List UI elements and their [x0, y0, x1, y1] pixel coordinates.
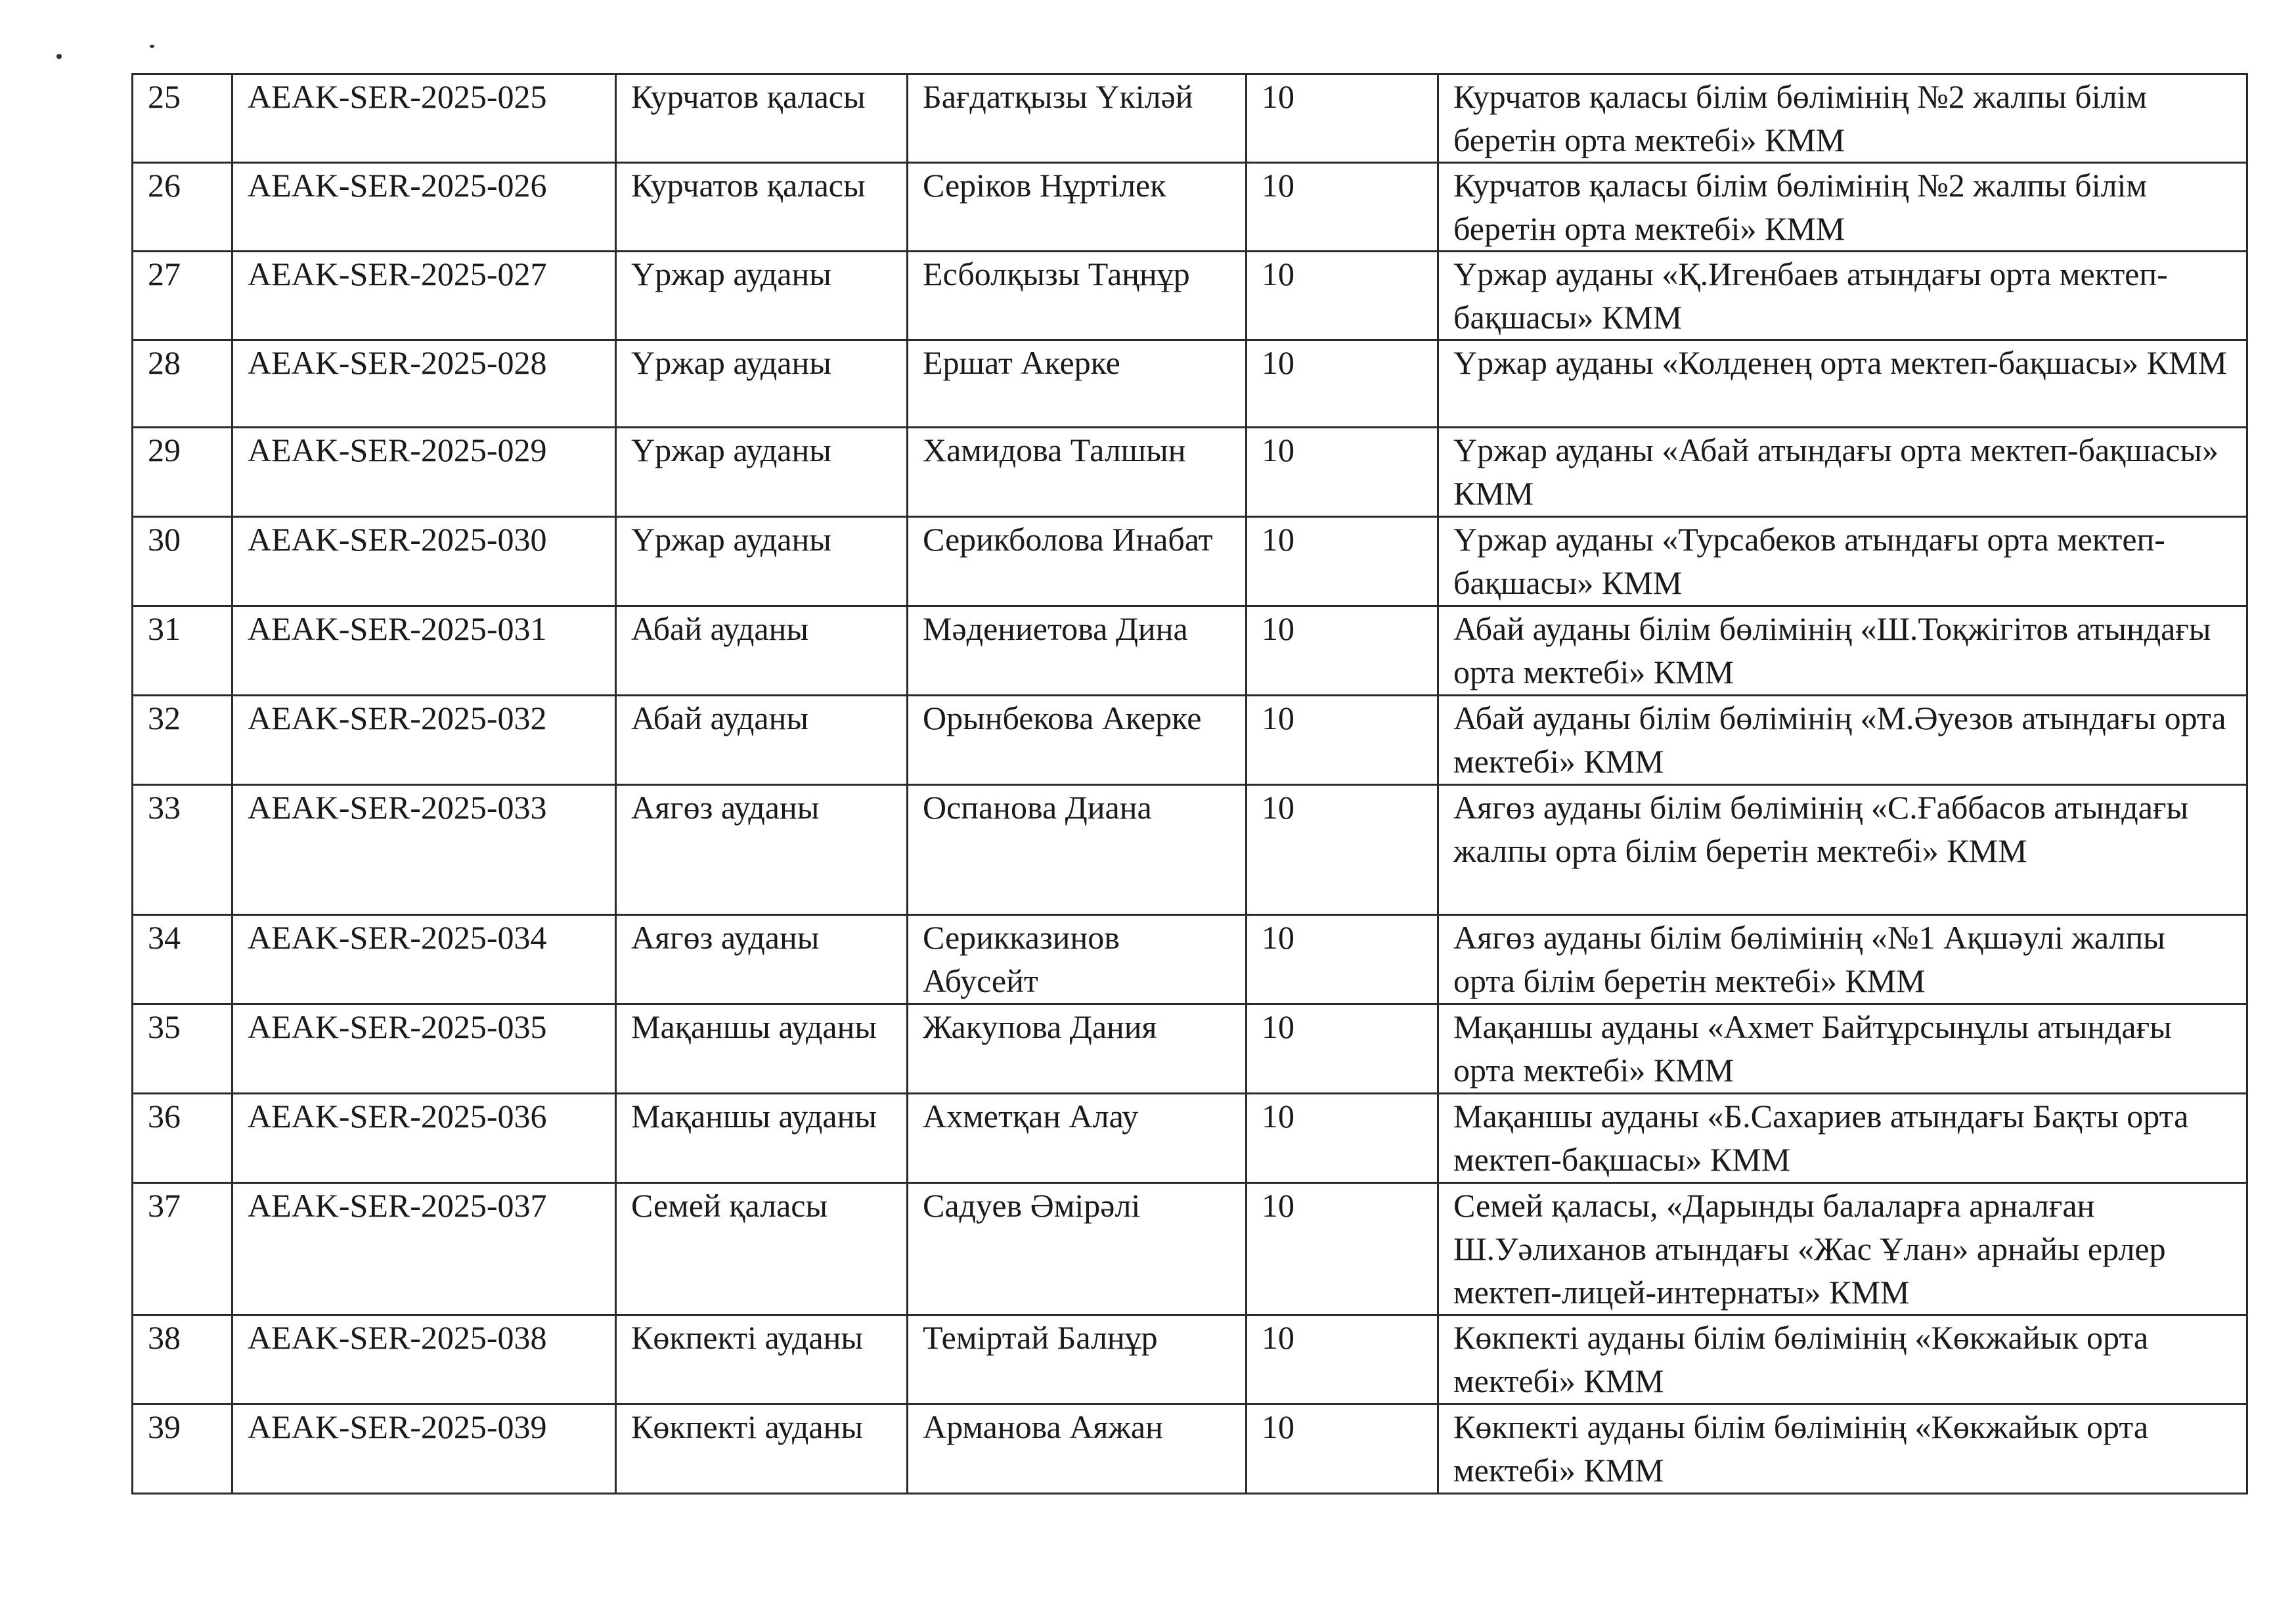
grade-value: 10 [1247, 74, 1438, 163]
participant-name: Мəдениетова Дина [908, 606, 1247, 696]
school-name: Үржар ауданы «Колденең орта мектеп-бақшасы» КММ [1438, 340, 2247, 428]
school-name: Үржар ауданы «Абай атындағы орта мектеп-бақшасы» КММ [1438, 428, 2247, 517]
table-row [133, 163, 2247, 252]
participant-name: Хамидова Талшын [908, 428, 1247, 517]
grade-value: 10 [1247, 428, 1438, 517]
school-name: Абай ауданы бiлiм бөлiмiнiң «Ш.Тоқжiгiтов атындағы орта мектебi» КММ [1438, 606, 2247, 696]
participant-name: Серикказинов Абусейт [908, 915, 1247, 1004]
participant-name: Оспанова Диана [908, 785, 1247, 915]
table-row [133, 1004, 2247, 1094]
school-name: Аягөз ауданы бiлiм бөлiмiнiң «С.Ғаббасов атындағы жалпы орта бiлiм беретiн мектебi» КММ [1438, 785, 2247, 915]
school-name: Абай ауданы бiлiм бөлiмiнiң «М.Əуезов атындағы орта мектебi» КММ [1438, 696, 2247, 785]
table-row [133, 340, 2247, 428]
table-row [133, 517, 2247, 606]
grade-value: 10 [1247, 163, 1438, 252]
participant-code: AEAK-SER-2025-034 [232, 915, 616, 1004]
participant-code: AEAK-SER-2025-032 [232, 696, 616, 785]
participants-table-body [133, 74, 2247, 1494]
district-name: Абай ауданы [616, 606, 908, 696]
grade-value: 10 [1247, 517, 1438, 606]
school-name: Аягөз ауданы бiлiм бөлiмiнiң «№1 Ақшəулi жалпы орта бiлiм беретiн мектебi» КММ [1438, 915, 2247, 1004]
school-name: Мақаншы ауданы «Ахмет Байтұрсынұлы атындағы орта мектебi» КММ [1438, 1004, 2247, 1094]
grade-value: 10 [1247, 1315, 1438, 1405]
participant-code: AEAK-SER-2025-037 [232, 1183, 616, 1315]
row-number: 38 [133, 1315, 232, 1405]
participant-name: Садуев Əмiрəлi [908, 1183, 1247, 1315]
table-row [133, 252, 2247, 340]
participant-code: AEAK-SER-2025-035 [232, 1004, 616, 1094]
district-name: Семей қаласы [616, 1183, 908, 1315]
district-name: Үржар ауданы [616, 517, 908, 606]
school-name: Үржар ауданы «Турсабеков атындағы орта мектеп-бақшасы» КММ [1438, 517, 2247, 606]
participant-name: Бағдатқызы Үкiлəй [908, 74, 1247, 163]
participant-code: AEAK-SER-2025-027 [232, 252, 616, 340]
row-number: 34 [133, 915, 232, 1004]
grade-value: 10 [1247, 785, 1438, 915]
district-name: Көкпектi ауданы [616, 1315, 908, 1405]
row-number: 31 [133, 606, 232, 696]
school-name: Көкпектi ауданы бiлiм бөлiмiнiң «Көкжайык орта мектебi» КММ [1438, 1315, 2247, 1405]
row-number: 33 [133, 785, 232, 915]
table-row [133, 785, 2247, 915]
participant-name: Ахметқан Алау [908, 1094, 1247, 1183]
row-number: 25 [133, 74, 232, 163]
grade-value: 10 [1247, 696, 1438, 785]
district-name: Курчатов қаласы [616, 74, 908, 163]
participant-name: Темiртай Балнұр [908, 1315, 1247, 1405]
row-number: 36 [133, 1094, 232, 1183]
table-row [133, 1183, 2247, 1315]
district-name: Үржар ауданы [616, 252, 908, 340]
participant-code: AEAK-SER-2025-030 [232, 517, 616, 606]
participant-code: AEAK-SER-2025-025 [232, 74, 616, 163]
row-number: 29 [133, 428, 232, 517]
participant-code: AEAK-SER-2025-033 [232, 785, 616, 915]
district-name: Мақаншы ауданы [616, 1094, 908, 1183]
row-number: 27 [133, 252, 232, 340]
district-name: Аягөз ауданы [616, 785, 908, 915]
participant-name: Жакупова Дания [908, 1004, 1247, 1094]
participant-name: Орынбекова Акерке [908, 696, 1247, 785]
table-row [133, 696, 2247, 785]
school-name: Семей қаласы, «Дарынды балаларға арналған Ш.Уəлиханов атындағы «Жас Ұлан» арнайы ерлер мектеп-лицей-интернаты» КММ [1438, 1183, 2247, 1315]
district-name: Аягөз ауданы [616, 915, 908, 1004]
participant-code: AEAK-SER-2025-036 [232, 1094, 616, 1183]
row-number: 32 [133, 696, 232, 785]
participant-name: Ершат Акерке [908, 340, 1247, 428]
school-name: Курчатов қаласы бiлiм бөлiмiнiң №2 жалпы бiлiм беретiн орта мектебi» КММ [1438, 74, 2247, 163]
row-number: 26 [133, 163, 232, 252]
participant-code: AEAK-SER-2025-039 [232, 1405, 616, 1494]
school-name: Көкпектi ауданы бiлiм бөлiмiнiң «Көкжайык орта мектебi» КММ [1438, 1405, 2247, 1494]
participants-table [131, 73, 2248, 1494]
participant-code: AEAK-SER-2025-031 [232, 606, 616, 696]
district-name: Көкпектi ауданы [616, 1405, 908, 1494]
grade-value: 10 [1247, 252, 1438, 340]
table-row [133, 74, 2247, 163]
participant-name: Есболқызы Таңнұр [908, 252, 1247, 340]
school-name: Мақаншы ауданы «Б.Сахариев атындағы Бақты орта мектеп-бақшасы» КММ [1438, 1094, 2247, 1183]
district-name: Үржар ауданы [616, 428, 908, 517]
school-name: Үржар ауданы «Қ.Игенбаев атындағы орта мектеп-бақшасы» КММ [1438, 252, 2247, 340]
district-name: Үржар ауданы [616, 340, 908, 428]
table-row [133, 1315, 2247, 1405]
participant-code: AEAK-SER-2025-038 [232, 1315, 616, 1405]
row-number: 35 [133, 1004, 232, 1094]
participant-name: Серiков Нұртiлек [908, 163, 1247, 252]
participant-name: Серикболова Инабат [908, 517, 1247, 606]
participant-name: Арманова Аяжан [908, 1405, 1247, 1494]
scan-speck [150, 45, 154, 48]
table-row [133, 606, 2247, 696]
participant-code: AEAK-SER-2025-029 [232, 428, 616, 517]
grade-value: 10 [1247, 340, 1438, 428]
district-name: Курчатов қаласы [616, 163, 908, 252]
grade-value: 10 [1247, 1004, 1438, 1094]
row-number: 30 [133, 517, 232, 606]
school-name: Курчатов қаласы бiлiм бөлiмiнiң №2 жалпы бiлiм беретiн орта мектебi» КММ [1438, 163, 2247, 252]
district-name: Мақаншы ауданы [616, 1004, 908, 1094]
grade-value: 10 [1247, 1183, 1438, 1315]
participant-code: AEAK-SER-2025-028 [232, 340, 616, 428]
grade-value: 10 [1247, 915, 1438, 1004]
table-row [133, 1405, 2247, 1494]
grade-value: 10 [1247, 606, 1438, 696]
table-row [133, 428, 2247, 517]
district-name: Абай ауданы [616, 696, 908, 785]
table-row [133, 915, 2247, 1004]
row-number: 28 [133, 340, 232, 428]
scan-speck [56, 54, 62, 59]
row-number: 39 [133, 1405, 232, 1494]
table-row [133, 1094, 2247, 1183]
participant-code: AEAK-SER-2025-026 [232, 163, 616, 252]
grade-value: 10 [1247, 1094, 1438, 1183]
row-number: 37 [133, 1183, 232, 1315]
grade-value: 10 [1247, 1405, 1438, 1494]
